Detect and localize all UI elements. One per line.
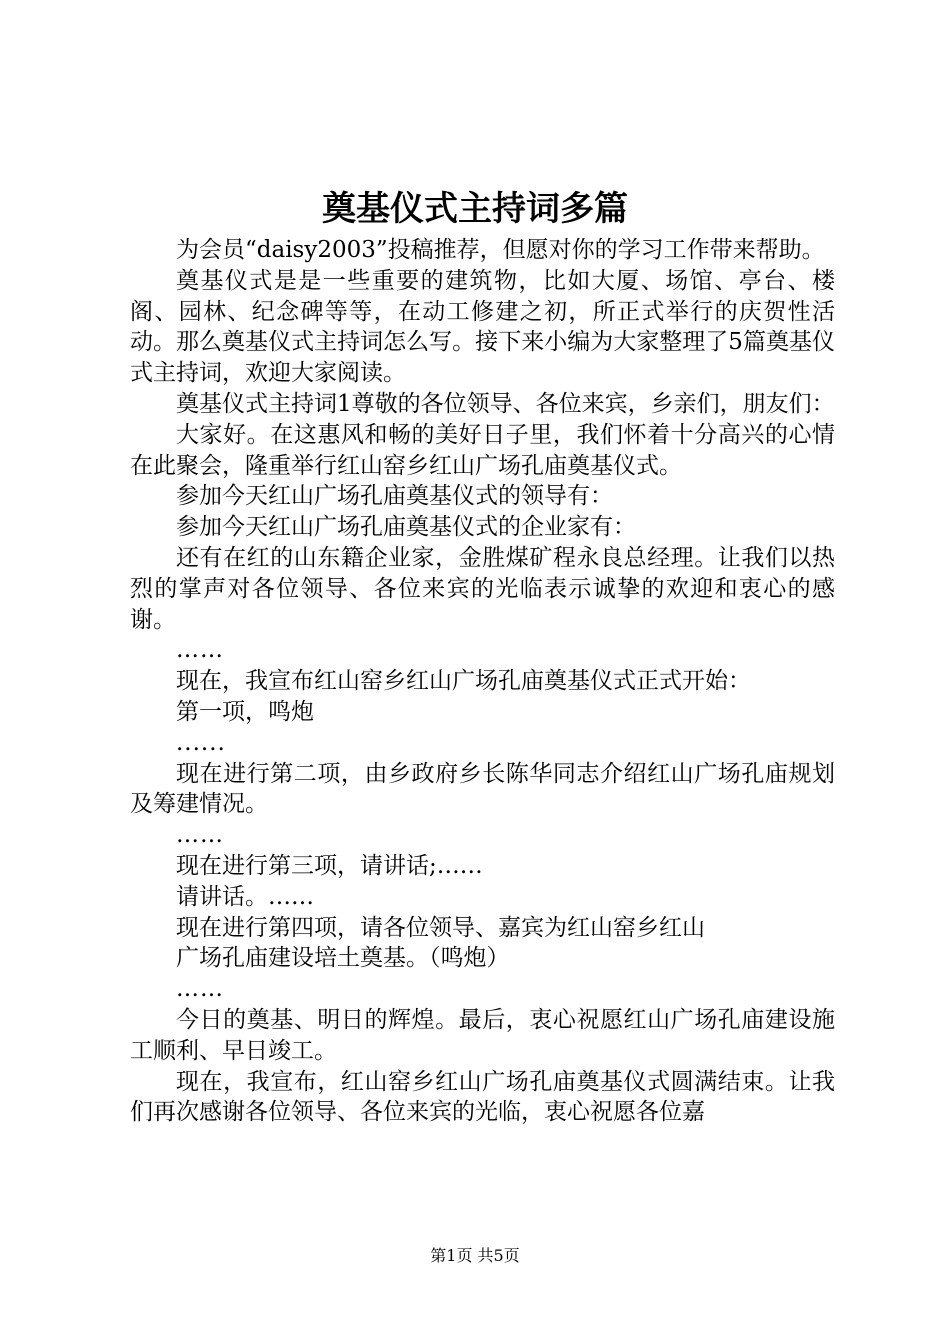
paragraph: 大家好。在这惠风和畅的美好日子里，我们怀着十分高兴的心情在此聚会，隆重举行红山窑乡红山广场孔庙奠基仪式。 [130,421,835,479]
paragraph: 为会员“daisy2003”投稿推荐，但愿对你的学习工作带来帮助。 [176,237,825,263]
paragraph: 奠基仪式主持词1尊敬的各位领导、各位来宾，乡亲们，朋友们： [176,390,835,417]
paragraph: 还有在红的山东籍企业家，金胜煤矿程永良总经理。让我们以热烈的掌声对各位领导、各位来宾的光临表示诚挚的欢迎和衷心的感谢。 [130,544,835,633]
paragraph: 参加今天红山广场孔庙奠基仪式的领导有： [176,483,613,510]
ellipsis-line: …… [176,637,224,664]
paragraph: 请讲话。…… [176,883,314,910]
paragraph: 今日的奠基、明日的辉煌。最后，衷心祝愿红山广场孔庙建设施工顺利、早日竣工。 [130,1006,835,1064]
paragraph: 现在，我宣布红山窑乡红山广场孔庙奠基仪式正式开始： [176,668,751,695]
document-title: 奠基仪式主持词多篇 [322,189,628,229]
paragraph: 奠基仪式是是一些重要的建筑物，比如大厦、场馆、亭台、楼阁、园林、纪念碑等等，在动工修建之初，所正式举行的庆贺性活动。那么奠基仪式主持词怎么写。接下来小编为大家整理了5篇奠基仪式主持词，欢迎大家阅读。 [130,267,835,387]
ellipsis-line: …… [176,822,224,849]
paragraph: 参加今天红山广场孔庙奠基仪式的企业家有： [176,514,636,541]
paragraph: 广场孔庙建设培土奠基。（鸣炮） [176,945,510,972]
paragraph: 现在进行第四项，请各位领导、嘉宾为红山窑乡红山 [176,914,705,941]
paragraph: 现在进行第二项，由乡政府乡长陈华同志介绍红山广场孔庙规划及筹建情况。 [130,760,835,818]
page-footer: 第1页 共5页 [430,1246,520,1265]
paragraph: 现在，我宣布，红山窑乡红山广场孔庙奠基仪式圆满结束。让我们再次感谢各位领导、各位来宾的光临，衷心祝愿各位嘉 [130,1068,835,1126]
paragraph: 现在进行第三项，请讲话;…… [176,852,483,879]
paragraph: 第一项，鸣炮 [176,698,314,725]
ellipsis-line: ...... [176,729,226,756]
document-body [130,235,835,1128]
ellipsis-line: …… [176,976,224,1003]
